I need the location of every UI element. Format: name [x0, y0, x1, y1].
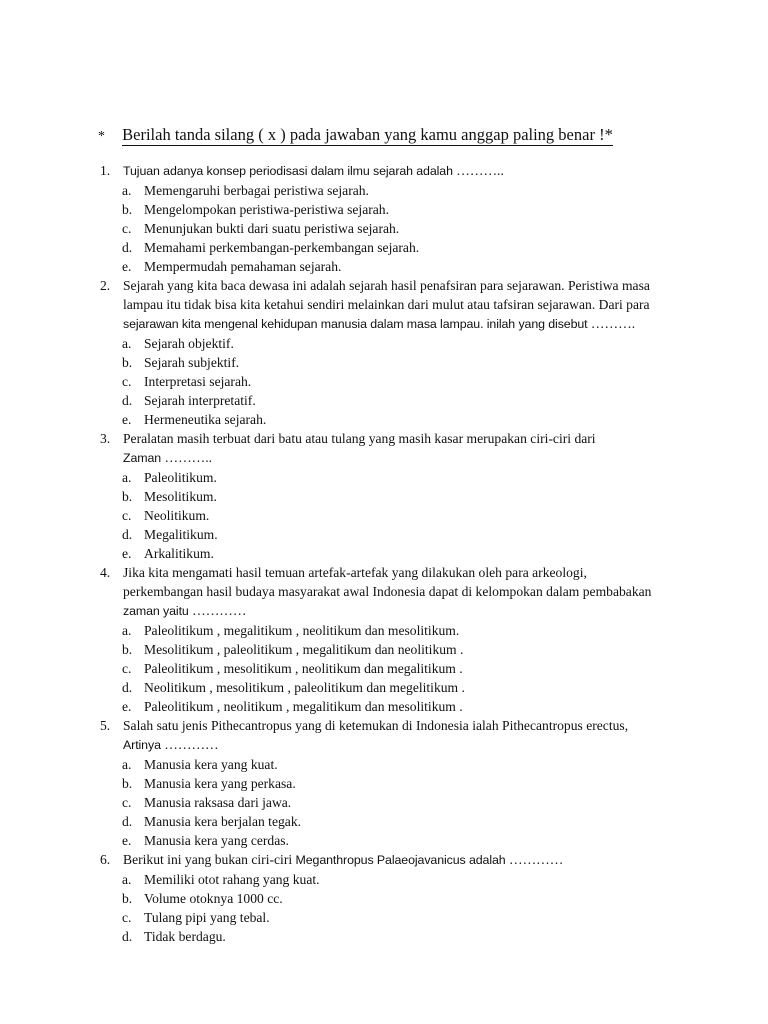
question-text — [123, 563, 660, 621]
option-letter: c. — [122, 661, 132, 676]
question-line — [123, 563, 660, 582]
option-text: Menunjukan bukti dari suatu peristiwa sejarah. — [144, 221, 400, 236]
answer-option[interactable] — [100, 812, 660, 831]
option-text: Mengelompokan peristiwa-peristiwa sejarah. — [144, 202, 389, 217]
question-item — [100, 563, 660, 716]
option-text: Memiliki otot rahang yang kuat. — [144, 872, 320, 887]
option-letter: e. — [122, 833, 132, 848]
answer-option[interactable] — [100, 659, 660, 678]
question-text-segment: Meganthropus Palaeojavanicus adalah — [295, 853, 506, 867]
option-letter: a. — [122, 623, 132, 638]
question-text — [123, 850, 660, 870]
question-line — [123, 448, 660, 468]
option-text: Tidak berdagu. — [144, 929, 226, 944]
question-text-segment: ………. — [587, 316, 636, 331]
option-text: Paleolitikum , megalitikum , neolitikum dan mesolitikum. — [144, 623, 460, 638]
option-letter: a. — [122, 872, 132, 887]
option-letter: a. — [122, 470, 132, 485]
option-text: Manusia raksasa dari jawa. — [144, 795, 292, 810]
question-text-segment: ……….. — [161, 450, 213, 465]
question-text — [123, 716, 660, 755]
answer-option[interactable] — [100, 219, 660, 238]
question-text — [123, 276, 660, 334]
answer-option[interactable] — [100, 181, 660, 200]
question-text-segment: Salah satu jenis Pithecantropus yang di ketemukan di Indonesia ialah Pithecantropus erectus, — [123, 718, 629, 733]
option-letter: b. — [122, 355, 133, 370]
asterisk-bullet: * — [98, 129, 105, 144]
option-letter: d. — [122, 527, 133, 542]
option-text: Megalitikum. — [144, 527, 218, 542]
option-letter: d. — [122, 393, 133, 408]
answer-option[interactable] — [100, 621, 660, 640]
question-text-segment: Berikut ini yang bukan ciri-ciri — [123, 852, 296, 867]
answer-option[interactable] — [100, 793, 660, 812]
option-letter: d. — [122, 814, 133, 829]
question-row — [100, 850, 660, 870]
option-text: Memengaruhi berbagai peristiwa sejarah. — [144, 183, 369, 198]
question-text — [123, 161, 660, 181]
answer-option[interactable] — [100, 525, 660, 544]
answer-option[interactable] — [100, 468, 660, 487]
question-row — [100, 429, 660, 468]
option-text: Paleolitikum. — [144, 470, 217, 485]
option-letter: b. — [122, 776, 133, 791]
question-line — [123, 735, 660, 755]
option-text: Manusia kera yang perkasa. — [144, 776, 296, 791]
option-text: Mempermudah pemahaman sejarah. — [144, 259, 342, 274]
question-text-segment: ………… — [188, 603, 247, 618]
option-letter: a. — [122, 336, 132, 351]
option-text: Paleolitikum , mesolitikum , neolitikum dan megalitikum . — [144, 661, 463, 676]
option-text: Manusia kera yang kuat. — [144, 757, 278, 772]
answer-option[interactable] — [100, 870, 660, 889]
option-letter: d. — [122, 680, 133, 695]
option-letter: e. — [122, 546, 132, 561]
option-letter: b. — [122, 891, 133, 906]
answer-option[interactable] — [100, 908, 660, 927]
question-line — [123, 716, 660, 735]
question-item — [100, 850, 660, 946]
option-text: Interpretasi sejarah. — [144, 374, 252, 389]
question-line — [123, 582, 660, 601]
answer-option[interactable] — [100, 487, 660, 506]
option-text: Neolitikum. — [144, 508, 210, 523]
answer-option[interactable] — [100, 774, 660, 793]
question-text-segment: Sejarah yang kita baca dewasa ini adalah sejarah hasil penafsiran para sejarawan. Peristiwa masa — [123, 278, 650, 293]
question-text-segment: lampau itu tidak bisa kita ketahui sendiri melainkan dari mulut atau tafsiran sejarawan. Dari para — [123, 297, 650, 312]
option-letter: b. — [122, 202, 133, 217]
question-number: 1. — [100, 163, 111, 178]
answer-option[interactable] — [100, 372, 660, 391]
answer-option[interactable] — [100, 640, 660, 659]
answer-option[interactable] — [100, 334, 660, 353]
option-letter: a. — [122, 183, 132, 198]
answer-option[interactable] — [100, 927, 660, 946]
option-text: Memahami perkembangan-perkembangan sejarah. — [144, 240, 420, 255]
question-list — [100, 161, 660, 946]
option-letter: e. — [122, 699, 132, 714]
question-line — [123, 276, 660, 295]
option-letter: e. — [122, 412, 132, 427]
question-row — [100, 716, 660, 755]
answer-option[interactable] — [100, 755, 660, 774]
question-text-segment: Peralatan masih terbuat dari batu atau tulang yang masih kasar merupakan ciri-ciri dari — [123, 431, 596, 446]
question-number: 2. — [100, 278, 111, 293]
question-text-segment: sejarawan kita mengenal kehidupan manusia dalam masa lampau. inilah yang disebut — [123, 317, 588, 331]
answer-option[interactable] — [100, 200, 660, 219]
question-item — [100, 276, 660, 429]
question-number: 5. — [100, 718, 111, 733]
option-letter: b. — [122, 642, 133, 657]
answer-option[interactable] — [100, 697, 660, 716]
instruction-text: Berilah tanda silang ( x ) pada jawaban yang kamu anggap paling benar !* — [122, 125, 613, 144]
question-number: 6. — [100, 852, 111, 867]
option-text: Paleolitikum , neolitikum , megalitikum dan mesolitikum . — [144, 699, 463, 714]
answer-option[interactable] — [100, 353, 660, 372]
option-letter: b. — [122, 489, 133, 504]
option-letter: c. — [122, 508, 132, 523]
option-text: Mesolitikum. — [144, 489, 217, 504]
question-item — [100, 716, 660, 850]
question-text — [123, 429, 660, 468]
answer-option[interactable] — [100, 257, 660, 276]
question-number: 4. — [100, 565, 111, 580]
question-number: 3. — [100, 431, 111, 446]
question-row — [100, 563, 660, 621]
question-item — [100, 429, 660, 563]
option-text: Mesolitikum , paleolitikum , megalitikum dan neolitikum . — [144, 642, 464, 657]
question-line — [123, 601, 660, 621]
question-text-segment: Artinya — [123, 738, 161, 752]
answer-option[interactable] — [100, 391, 660, 410]
option-text: Hermeneutika sejarah. — [144, 412, 267, 427]
question-item — [100, 161, 660, 276]
question-row — [100, 276, 660, 334]
option-letter: c. — [122, 221, 132, 236]
question-text-segment: Tujuan adanya konsep periodisasi dalam ilmu sejarah adalah — [123, 164, 453, 178]
option-letter: d. — [122, 240, 133, 255]
option-letter: c. — [122, 374, 132, 389]
question-text-segment: ………… — [160, 737, 219, 752]
instruction-heading — [98, 124, 643, 148]
question-text-segment: zaman yaitu — [123, 604, 189, 618]
question-line — [123, 850, 660, 870]
option-text: Sejarah subjektif. — [144, 355, 240, 370]
answer-option[interactable] — [100, 544, 660, 563]
answer-option[interactable] — [100, 678, 660, 697]
option-letter: c. — [122, 910, 132, 925]
option-text: Neolitikum , mesolitikum , paleolitikum dan megelitikum . — [144, 680, 465, 695]
question-line — [123, 295, 660, 314]
option-text: Manusia kera berjalan tegak. — [144, 814, 302, 829]
question-text-segment: Zaman — [123, 451, 162, 465]
question-row — [100, 161, 660, 181]
question-text-segment: perkembangan hasil budaya masyarakat awal Indonesia dapat di kelompokan dalam pembabakan — [123, 584, 652, 599]
answer-option[interactable] — [100, 889, 660, 908]
option-text: Manusia kera yang cerdas. — [144, 833, 289, 848]
answer-option[interactable] — [100, 831, 660, 850]
option-letter: c. — [122, 795, 132, 810]
answer-option[interactable] — [100, 506, 660, 525]
option-text: Sejarah interpretatif. — [144, 393, 256, 408]
question-text-segment: ………… — [505, 852, 564, 867]
option-letter: e. — [122, 259, 132, 274]
answer-option[interactable] — [100, 410, 660, 429]
question-line — [123, 429, 660, 448]
option-text: Volume otoknya 1000 cc. — [144, 891, 283, 906]
option-text: Tulang pipi yang tebal. — [144, 910, 270, 925]
question-line — [123, 161, 660, 181]
question-line — [123, 314, 660, 334]
option-text: Arkalitikum. — [144, 546, 214, 561]
question-text-segment: Jika kita mengamati hasil temuan artefak-artefak yang dilakukan oleh para arkeologi, — [123, 565, 587, 580]
option-letter: a. — [122, 757, 132, 772]
answer-option[interactable] — [100, 238, 660, 257]
option-letter: d. — [122, 929, 133, 944]
option-text: Sejarah objektif. — [144, 336, 234, 351]
question-text-segment: ……….. — [452, 163, 504, 178]
